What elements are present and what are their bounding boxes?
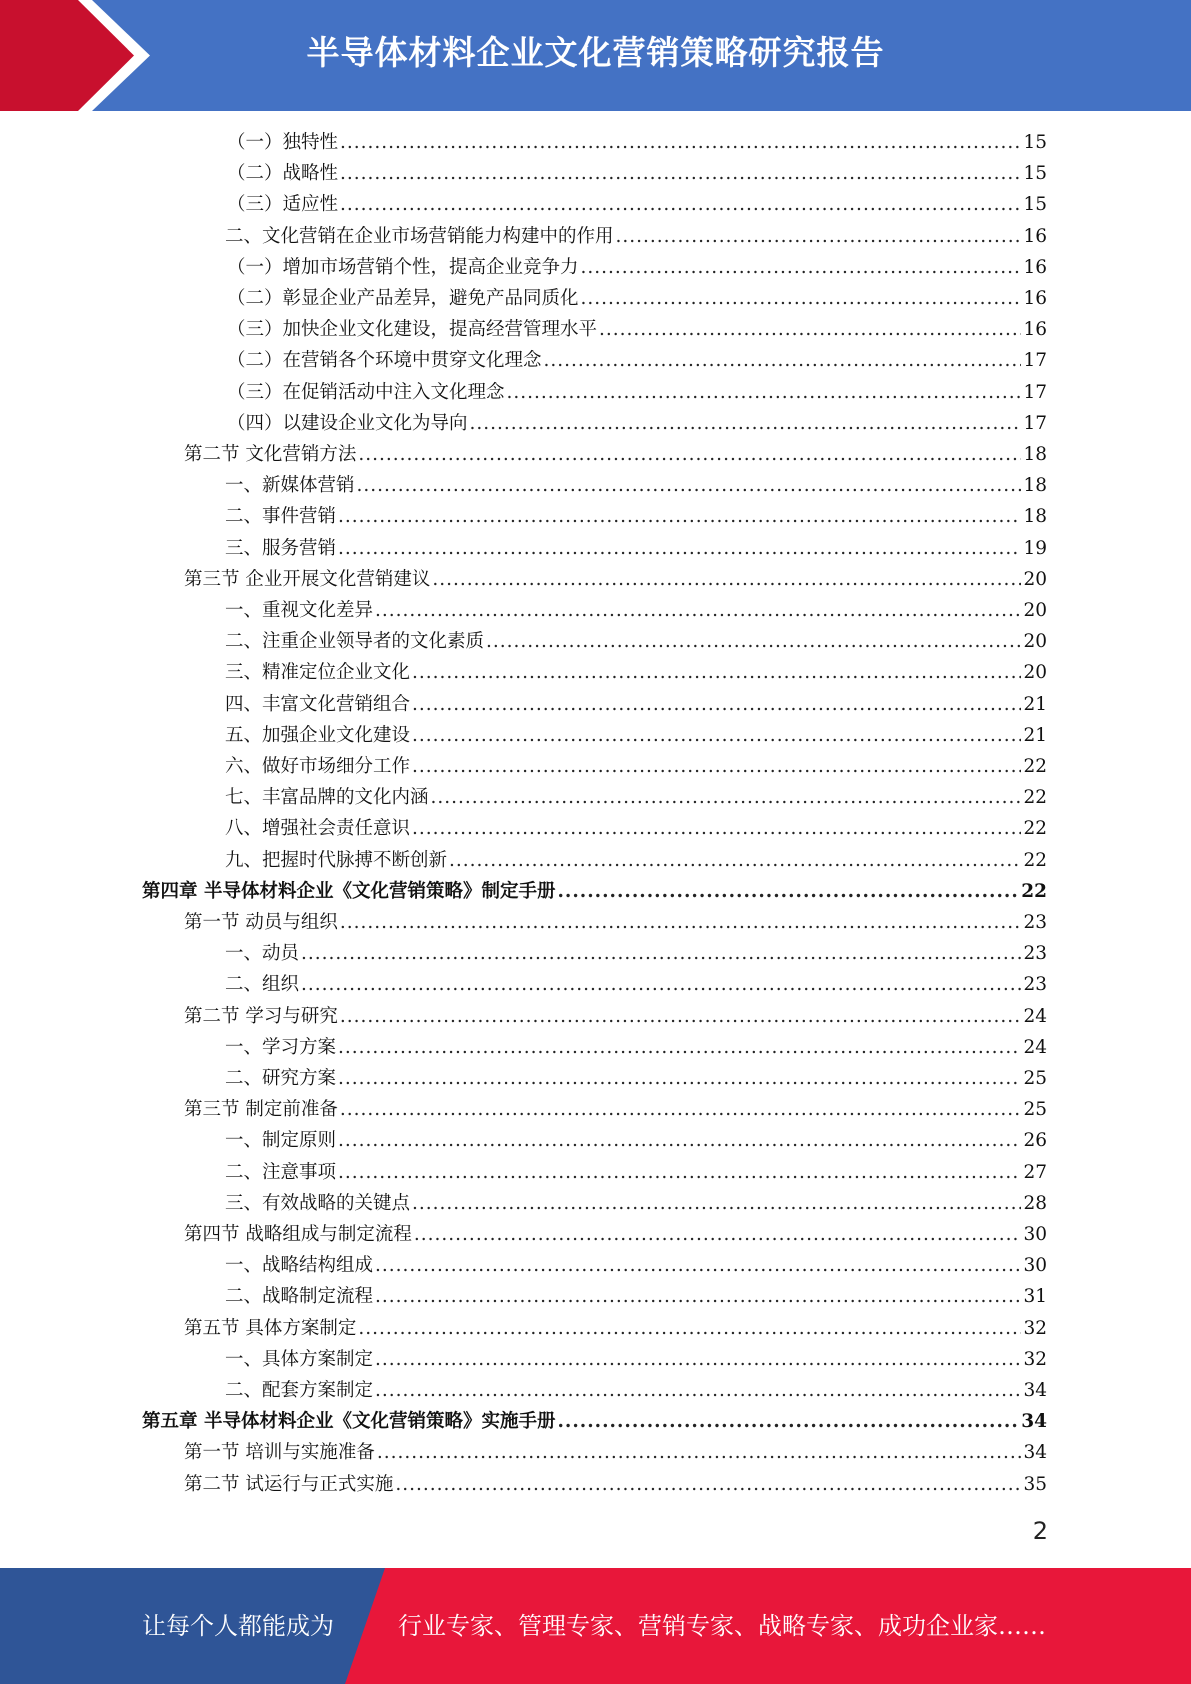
toc-entry[interactable] <box>227 283 1047 314</box>
toc-entry-page: 22 <box>1023 787 1047 809</box>
toc-entry-label: 第一节 培训与实施准备 <box>184 1442 375 1464</box>
toc-entry-page: 34 <box>1021 1411 1047 1433</box>
toc-entry[interactable] <box>142 1406 1047 1437</box>
toc-entry[interactable] <box>184 564 1047 595</box>
toc-entry-page: 17 <box>1023 381 1047 403</box>
toc-entry-label: 五、加强企业文化建设 <box>225 724 411 746</box>
toc-entry-label: 一、制定原则 <box>225 1130 337 1152</box>
toc-entry-label: （二）战略性 <box>227 163 339 185</box>
toc-entry-label: 二、事件营销 <box>225 506 337 528</box>
toc-entry[interactable] <box>184 1437 1047 1468</box>
toc-dot-leader <box>358 1313 1021 1344</box>
toc-entry-page: 24 <box>1023 1005 1047 1027</box>
toc-entry[interactable] <box>227 189 1047 220</box>
toc-dot-leader <box>301 938 1021 969</box>
header-band <box>0 0 1191 111</box>
toc-entry-label: 第三节 制定前准备 <box>184 1099 338 1121</box>
toc-entry[interactable] <box>225 626 1047 657</box>
toc-entry[interactable] <box>225 782 1047 813</box>
toc-dot-leader <box>375 1344 1021 1375</box>
toc-entry-label: 二、配套方案制定 <box>225 1380 374 1401</box>
toc-entry-page: 31 <box>1023 1286 1047 1308</box>
toc-dot-leader <box>338 1032 1021 1063</box>
toc-dot-leader <box>544 345 1022 376</box>
toc-dot-leader <box>581 252 1022 283</box>
toc-entry-label: （四）以建设企业文化为导向 <box>227 412 468 434</box>
toc-dot-leader <box>449 845 1021 876</box>
toc-entry-page: 21 <box>1023 693 1047 715</box>
toc-entry[interactable] <box>225 1157 1047 1188</box>
toc-entry-page: 30 <box>1023 1255 1047 1277</box>
toc-entry[interactable] <box>225 657 1047 688</box>
toc-entry[interactable] <box>227 314 1047 345</box>
toc-dot-leader <box>412 657 1021 688</box>
toc-entry[interactable] <box>184 1219 1047 1250</box>
toc-entry-page: 22 <box>1023 756 1047 777</box>
toc-entry-page: 19 <box>1023 537 1047 559</box>
toc-entry-page: 30 <box>1023 1224 1047 1245</box>
toc-dot-leader <box>340 1094 1022 1125</box>
toc-entry[interactable] <box>184 907 1047 938</box>
toc-entry-page: 18 <box>1023 475 1047 497</box>
toc-entry-label: 第二节 学习与研究 <box>184 1005 338 1027</box>
toc-dot-leader <box>357 470 1022 501</box>
toc-dot-leader <box>412 1188 1021 1219</box>
toc-dot-leader <box>340 127 1021 158</box>
toc-entry-label: （二）彰显企业产品差异，避免产品同质化 <box>227 288 579 309</box>
footer-slogan-left: 让每个人都能成为 <box>142 1612 334 1640</box>
footer-slogan-right: 行业专家、管理专家、营销专家、战略专家、成功企业家…… <box>398 1612 1046 1640</box>
toc-entry[interactable] <box>225 1281 1047 1312</box>
toc-entry-label: 一、具体方案制定 <box>225 1348 374 1370</box>
toc-entry-label: 三、有效战略的关键点 <box>225 1192 411 1214</box>
toc-entry[interactable] <box>227 408 1047 439</box>
toc-entry-label: 八、增强社会责任意识 <box>225 818 411 840</box>
toc-entry-label: 第二节 文化营销方法 <box>184 444 357 465</box>
toc-dot-leader <box>412 751 1021 782</box>
toc-entry-page: 20 <box>1023 631 1047 653</box>
toc-entry-page: 35 <box>1023 1473 1047 1495</box>
toc-entry-label: 九、把握时代脉搏不断创新 <box>225 849 448 871</box>
toc-dot-leader <box>395 1469 1021 1500</box>
toc-entry[interactable] <box>142 876 1047 907</box>
toc-entry[interactable] <box>225 533 1047 564</box>
toc-entry-page: 16 <box>1023 288 1047 309</box>
toc-entry-label: 第二节 试运行与正式实施 <box>184 1473 394 1495</box>
toc-entry-label: 七、丰富品牌的文化内涵 <box>225 787 429 809</box>
toc-entry-page: 15 <box>1023 194 1047 216</box>
toc-entry-page: 32 <box>1023 1348 1047 1370</box>
toc-dot-leader <box>340 189 1021 220</box>
toc-entry-label: 二、文化营销在企业市场营销能力构建中的作用 <box>225 225 614 247</box>
toc-entry-page: 18 <box>1023 506 1047 528</box>
toc-entry[interactable] <box>225 720 1047 751</box>
toc-dot-leader <box>340 158 1021 189</box>
footer-band <box>0 1568 1191 1684</box>
toc-entry-label: 二、战略制定流程 <box>225 1286 374 1308</box>
toc-entry-label: （二）在营销各个环境中贯穿文化理念 <box>227 350 542 372</box>
toc-entry[interactable] <box>225 1344 1047 1375</box>
toc-dot-leader <box>338 1125 1021 1156</box>
toc-entry-label: 二、组织 <box>225 974 300 996</box>
toc-entry[interactable] <box>227 345 1047 376</box>
toc-entry[interactable] <box>225 689 1047 720</box>
toc-entry-label: 一、新媒体营销 <box>225 475 355 497</box>
toc-entry-page: 15 <box>1023 163 1047 185</box>
toc-entry-page: 22 <box>1021 880 1047 902</box>
toc-entry-page: 25 <box>1023 1099 1047 1121</box>
toc-entry-page: 24 <box>1023 1036 1047 1058</box>
toc-entry[interactable] <box>225 501 1047 532</box>
toc-dot-leader <box>377 1437 1022 1468</box>
toc-dot-leader <box>340 1001 1022 1032</box>
toc-dot-leader <box>412 813 1021 844</box>
toc-entry-page: 16 <box>1023 225 1047 247</box>
toc-entry-label: （三）加快企业文化建设，提高经营管理水平 <box>227 319 598 341</box>
toc-dot-leader <box>414 1219 1022 1250</box>
toc-entry-label: 第五章 半导体材料企业《文化营销策略》实施手册 <box>142 1411 556 1433</box>
toc-entry[interactable] <box>225 845 1047 876</box>
toc-dot-leader <box>581 283 1022 314</box>
toc-entry-label: 二、注重企业领导者的文化素质 <box>225 631 485 653</box>
toc-dot-leader <box>301 969 1021 1000</box>
toc-entry-label: 二、注意事项 <box>225 1161 337 1183</box>
toc-dot-leader <box>431 782 1022 813</box>
toc-entry[interactable] <box>184 439 1047 470</box>
toc-dot-leader <box>338 1063 1021 1094</box>
toc-dot-leader <box>432 564 1021 595</box>
toc-entry[interactable] <box>184 1001 1047 1032</box>
toc-dot-leader <box>557 876 1019 907</box>
toc-entry-page: 20 <box>1023 568 1047 590</box>
toc-entry[interactable] <box>225 813 1047 844</box>
toc-entry-label: 第三节 企业开展文化营销建议 <box>184 568 431 590</box>
toc-dot-leader <box>338 1157 1021 1188</box>
toc-entry[interactable] <box>225 1032 1047 1063</box>
toc-dot-leader <box>338 533 1021 564</box>
toc-entry[interactable] <box>225 969 1047 1000</box>
toc-entry-label: 一、动员 <box>225 943 300 965</box>
toc-entry-label: （一）独特性 <box>227 132 339 153</box>
toc-entry-page: 15 <box>1023 132 1047 153</box>
toc-dot-leader <box>358 439 1021 470</box>
toc-entry[interactable] <box>225 470 1047 501</box>
toc-entry[interactable] <box>225 1125 1047 1156</box>
toc-entry-label: 一、学习方案 <box>225 1036 337 1058</box>
toc-dot-leader <box>470 408 1022 439</box>
toc-entry-label: 第四节 战略组成与制定流程 <box>184 1224 412 1245</box>
toc-entry-page: 21 <box>1023 724 1047 746</box>
toc-entry[interactable] <box>225 751 1047 782</box>
toc-entry-label: 二、研究方案 <box>225 1068 337 1089</box>
toc-dot-leader <box>375 1281 1021 1312</box>
toc-entry[interactable] <box>225 1250 1047 1281</box>
toc-dot-leader <box>616 221 1022 252</box>
toc-dot-leader <box>412 689 1021 720</box>
toc-dot-leader <box>599 314 1021 345</box>
toc-entry-label: （三）在促销活动中注入文化理念 <box>227 381 505 403</box>
toc-entry[interactable] <box>227 158 1047 189</box>
toc-entry-label: 三、服务营销 <box>225 537 337 559</box>
toc-entry-page: 20 <box>1023 662 1047 684</box>
toc-entry-page: 18 <box>1023 444 1047 465</box>
toc-entry-label: （三）适应性 <box>227 194 339 216</box>
toc-entry-label: 第一节 动员与组织 <box>184 912 338 933</box>
toc-entry-label: 三、精准定位企业文化 <box>225 662 411 684</box>
toc-entry-page: 26 <box>1023 1130 1047 1152</box>
toc-dot-leader <box>375 1375 1021 1406</box>
document-title: 半导体材料企业文化营销策略研究报告 <box>306 33 885 72</box>
toc-entry-page: 16 <box>1023 319 1047 341</box>
toc-entry[interactable] <box>227 252 1047 283</box>
toc-dot-leader <box>412 720 1021 751</box>
toc-entry-page: 23 <box>1023 974 1047 996</box>
toc-entry[interactable] <box>225 938 1047 969</box>
toc-entry[interactable] <box>184 1469 1047 1500</box>
toc-entry-page: 25 <box>1023 1068 1047 1089</box>
toc-dot-leader <box>338 501 1021 532</box>
toc-dot-leader <box>375 595 1021 626</box>
toc-entry-page: 32 <box>1023 1317 1047 1339</box>
toc-entry-page: 17 <box>1023 412 1047 434</box>
toc-entry[interactable] <box>225 1188 1047 1219</box>
toc-entry-label: （一）增加市场营销个性，提高企业竞争力 <box>227 256 579 278</box>
toc-entry-page: 27 <box>1023 1161 1047 1183</box>
toc-dot-leader <box>375 1250 1021 1281</box>
toc-entry-label: 第五节 具体方案制定 <box>184 1317 357 1339</box>
toc-entry-label: 第四章 半导体材料企业《文化营销策略》制定手册 <box>142 880 556 902</box>
toc-entry-label: 一、重视文化差异 <box>225 600 374 621</box>
toc-entry-label: 六、做好市场细分工作 <box>225 756 411 777</box>
toc-entry[interactable] <box>225 1063 1047 1094</box>
toc-entry-page: 34 <box>1023 1380 1047 1401</box>
toc-entry-label: 四、丰富文化营销组合 <box>225 693 411 715</box>
toc-entry[interactable] <box>184 1313 1047 1344</box>
toc-entry-page: 28 <box>1023 1192 1047 1214</box>
toc-dot-leader <box>340 907 1022 938</box>
toc-entry[interactable] <box>227 377 1047 408</box>
toc-dot-leader <box>507 377 1022 408</box>
toc-entry-page: 17 <box>1023 350 1047 372</box>
toc-entry-page: 23 <box>1023 943 1047 965</box>
toc-entry-page: 16 <box>1023 256 1047 278</box>
toc-entry[interactable] <box>184 1094 1047 1125</box>
toc-entry[interactable] <box>225 595 1047 626</box>
toc-dot-leader <box>557 1406 1019 1437</box>
toc-entry-page: 22 <box>1023 849 1047 871</box>
toc-entry-page: 22 <box>1023 818 1047 840</box>
toc-entry-label: 一、战略结构组成 <box>225 1255 374 1277</box>
toc-entry-page: 23 <box>1023 912 1047 933</box>
toc-dot-leader <box>486 626 1021 657</box>
toc-entry[interactable] <box>225 221 1047 252</box>
toc-entry-page: 34 <box>1023 1442 1047 1464</box>
page-number: 2 <box>1032 1517 1048 1545</box>
toc-entry[interactable] <box>227 127 1047 158</box>
toc-entry[interactable] <box>225 1375 1047 1406</box>
toc-entry-page: 20 <box>1023 600 1047 621</box>
